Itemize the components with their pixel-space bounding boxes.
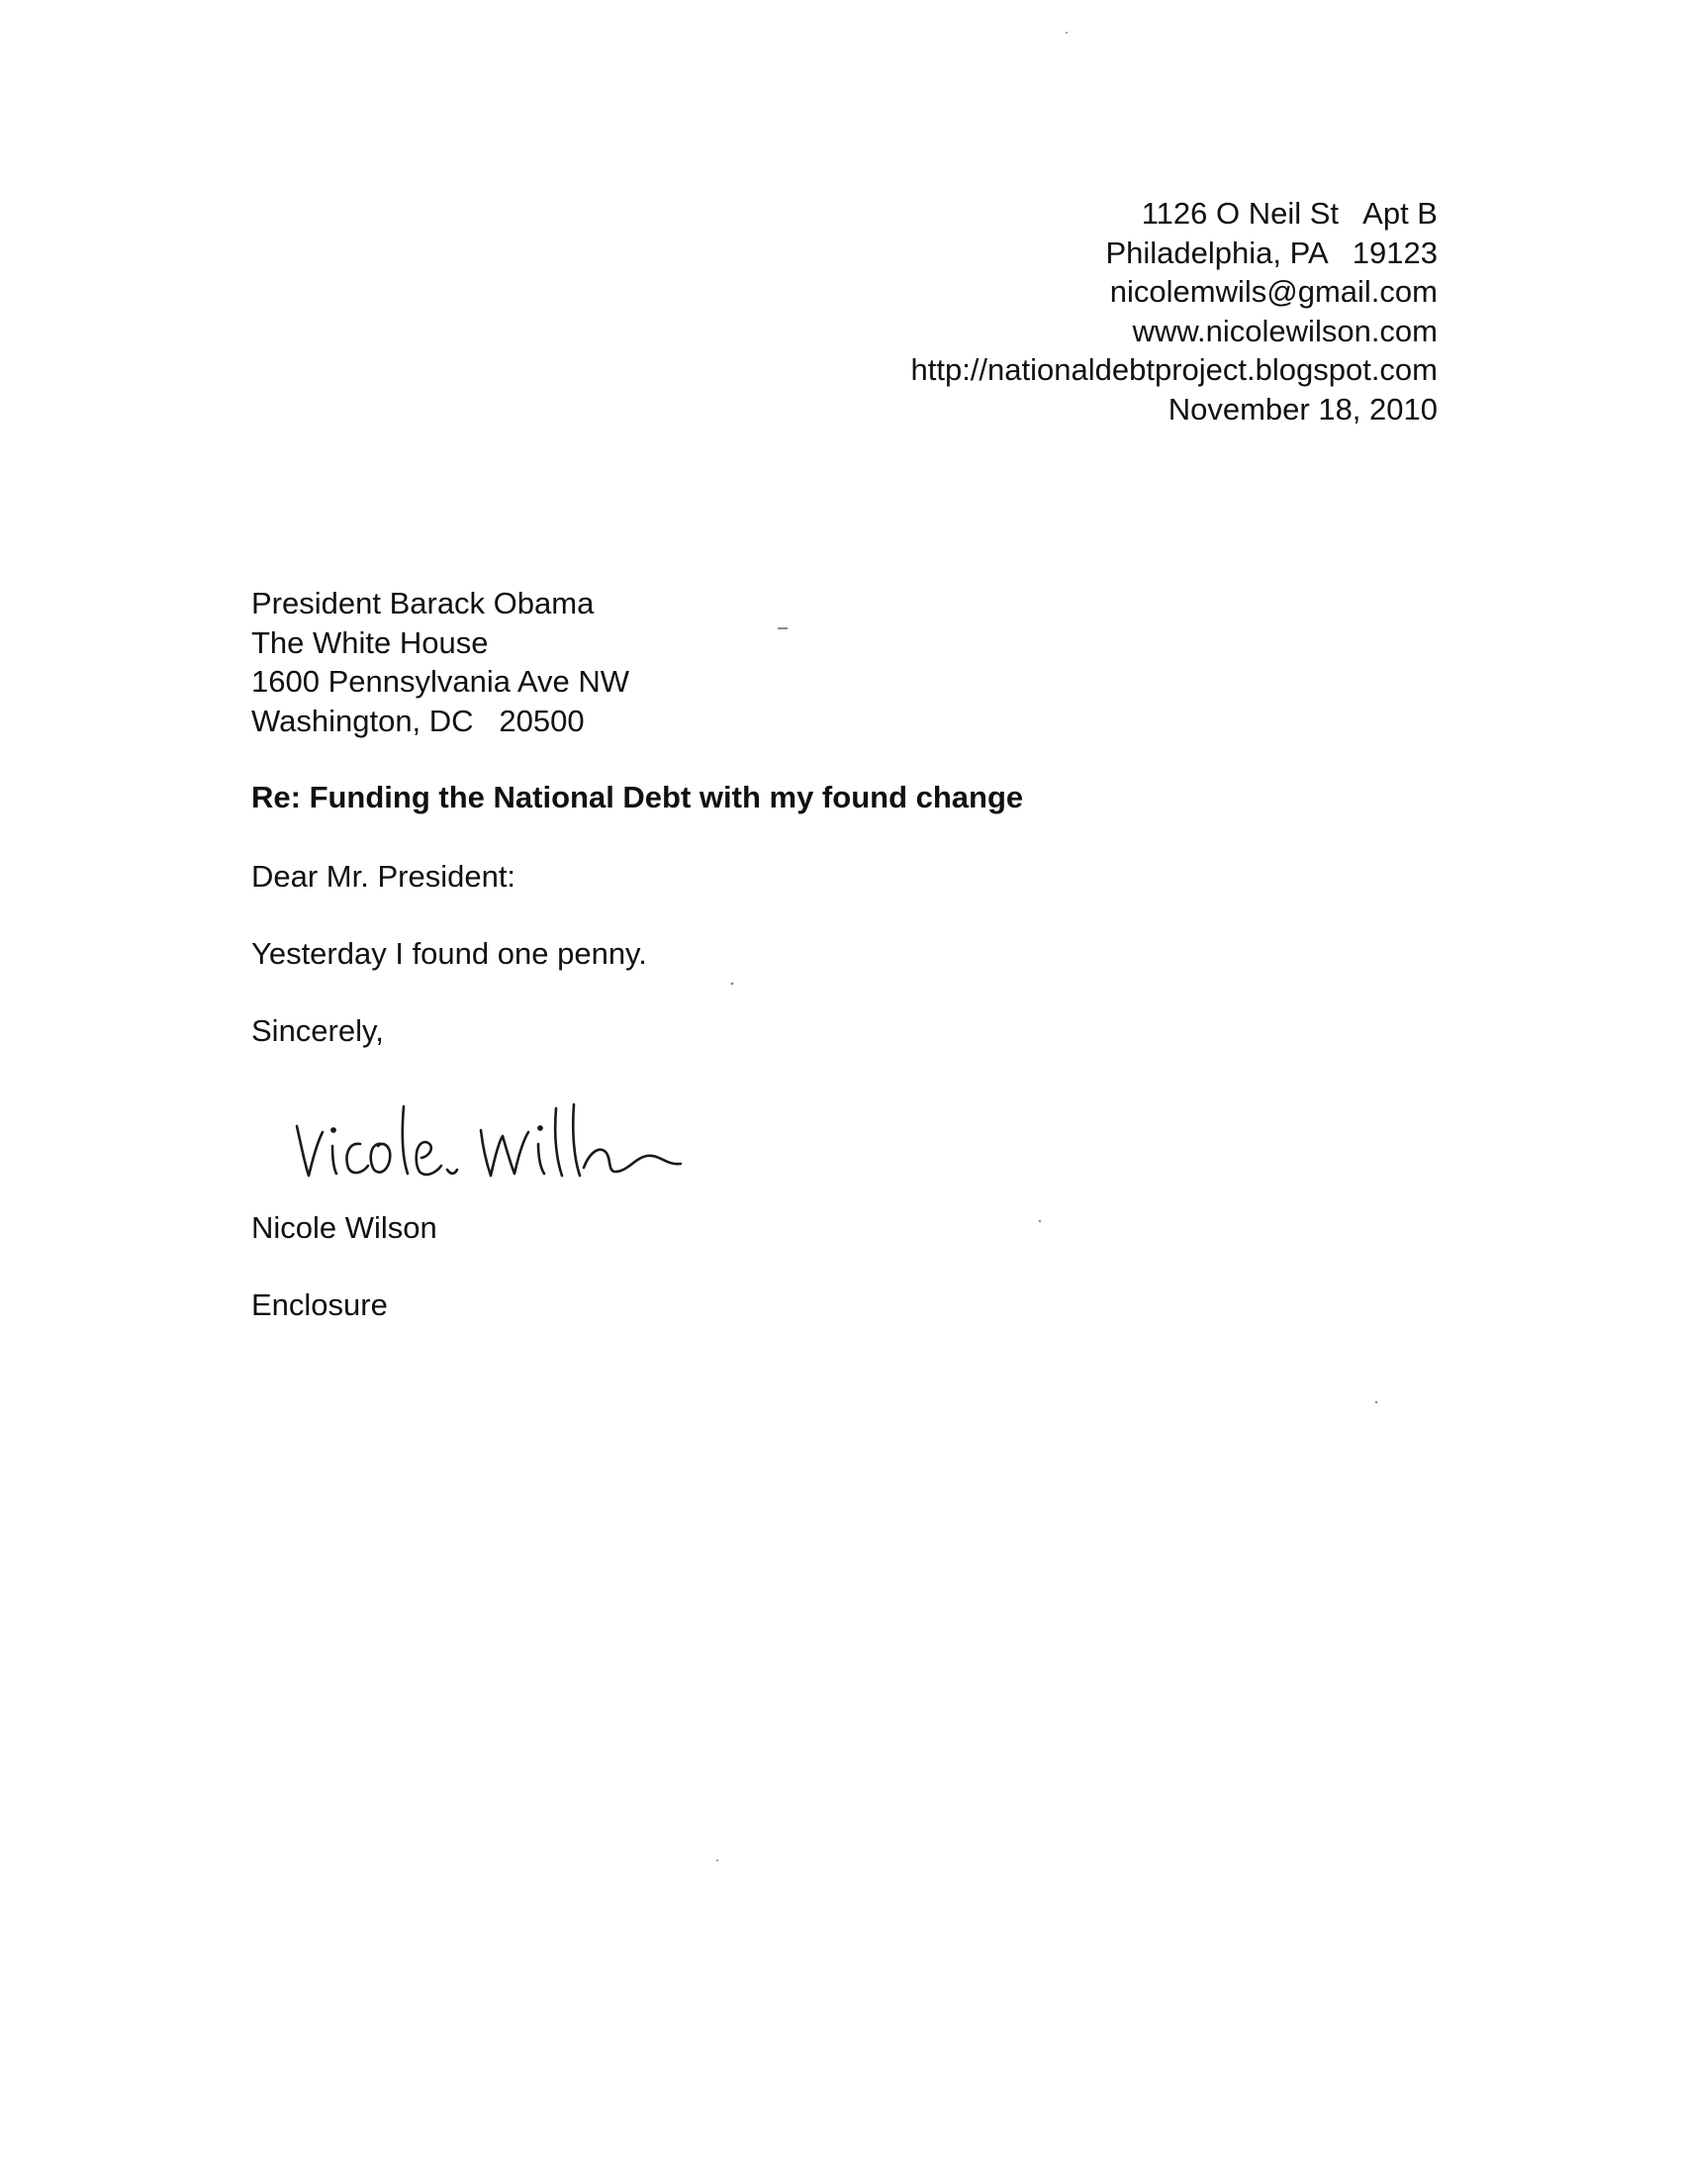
sender-website: www.nicolewilson.com bbox=[1132, 313, 1438, 348]
recipient-address-block bbox=[251, 584, 629, 740]
sender-street: 1126 O Neil St Apt B bbox=[1141, 196, 1438, 231]
sender-email: nicolemwils@gmail.com bbox=[1109, 274, 1438, 309]
recipient-name: President Barack Obama bbox=[251, 586, 595, 620]
recipient-street: 1600 Pennsylvania Ave NW bbox=[251, 664, 629, 699]
sender-address-block bbox=[910, 194, 1438, 428]
enclosure-notation: Enclosure bbox=[251, 1287, 388, 1322]
recipient-organization: The White House bbox=[251, 624, 489, 660]
letter-body: Yesterday I found one penny. bbox=[251, 936, 647, 971]
sender-blog: http://nationaldebtproject.blogspot.com bbox=[910, 352, 1438, 387]
subject-line: Re: Funding the National Debt with my found change bbox=[251, 780, 1024, 814]
sender-city: Philadelphia, PA 19123 bbox=[1105, 235, 1438, 270]
recipient-city: Washington, DC 20500 bbox=[251, 703, 585, 738]
signer-name: Nicole Wilson bbox=[251, 1210, 437, 1245]
handwritten-signature-icon bbox=[287, 1087, 762, 1195]
closing: Sincerely, bbox=[251, 1013, 384, 1048]
letter-date: November 18, 2010 bbox=[1168, 391, 1438, 427]
salutation: Dear Mr. President: bbox=[251, 859, 516, 894]
